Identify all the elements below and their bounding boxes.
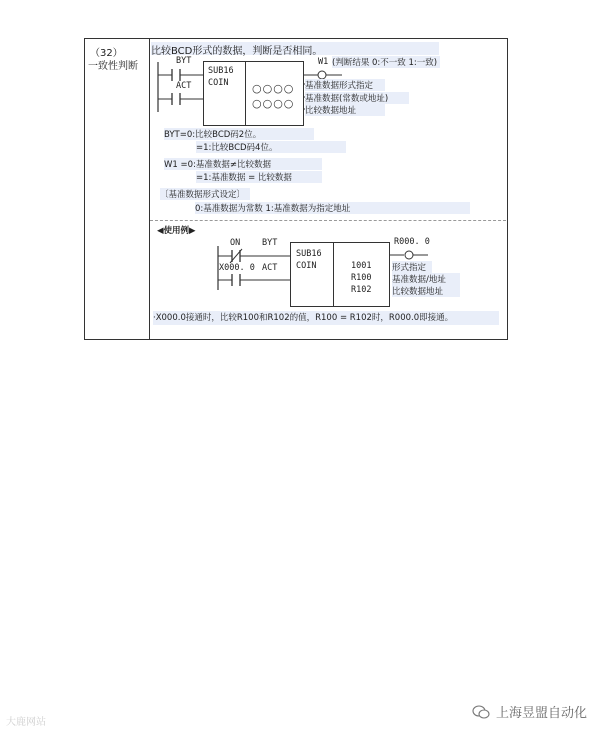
example-note-compare: 比较数据地址	[392, 285, 460, 297]
output-note: (判断结果 0:不一致 1:一致)	[332, 56, 440, 68]
example-function-code: COIN	[296, 261, 317, 271]
byt-note-2: =1:比较BCD码4位。	[196, 141, 346, 153]
watermark-left	[6, 713, 46, 728]
example-contact-on: ON	[230, 238, 241, 248]
example-function-name: SUB16	[296, 249, 322, 259]
function-name: SUB16	[208, 66, 234, 76]
w1-note-2: =1:基准数据 = 比较数据	[196, 171, 322, 183]
param3-label: 比较数据地址	[305, 104, 385, 116]
format-setting-detail: 0:基准数据为常数 1:基准数据为指定地址	[195, 202, 470, 214]
example-param-1001: 1001	[351, 261, 372, 271]
function-code: COIN	[208, 78, 229, 88]
contact-byt-label: BYT	[176, 56, 192, 66]
example-title: ◀使用例▶	[157, 226, 196, 236]
instruction-description: 比较BCD形式的数据，判断是否相同。	[151, 42, 439, 55]
example-param-r100: R100	[351, 273, 372, 283]
watermark-left-text: 大鹿网站	[6, 717, 46, 728]
example-output-label: R000. 0	[394, 237, 430, 247]
example-summary: ·X000.0接通时，比较R100和R102的值，R100 = R102时，R000.0即接通。	[153, 311, 499, 325]
param2-label: 基准数据(常数或地址)	[305, 92, 409, 104]
param-placeholder-row2: ○○○○	[252, 97, 295, 110]
contact-act-label: ACT	[176, 81, 192, 91]
example-contact-x0000: X000. 0	[219, 263, 255, 273]
watermark-brand	[472, 702, 587, 721]
example-param-r102: R102	[351, 285, 372, 295]
instruction-name: 一致性判断	[88, 61, 138, 72]
output-w1-label: W1	[318, 57, 329, 67]
watermark-brand-text: 上海昱盟自动化	[495, 706, 587, 721]
wechat-icon	[472, 705, 490, 719]
w1-note-1: W1 =0:基准数据≠比较数据	[164, 158, 322, 170]
instruction-number: （32）	[90, 48, 123, 59]
param-placeholder-row1: ○○○○	[252, 82, 295, 95]
example-note-format: 形式指定	[392, 261, 432, 273]
example-contact-byt: BYT	[262, 238, 278, 248]
example-note-data: 基准数据/地址	[392, 273, 460, 285]
format-setting-title: 〔基准数据形式设定〕	[160, 188, 250, 200]
param1-label: 基准数据形式指定	[305, 79, 385, 91]
byt-note-1: BYT=0:比较BCD码2位。	[164, 128, 314, 140]
example-contact-act: ACT	[262, 263, 278, 273]
